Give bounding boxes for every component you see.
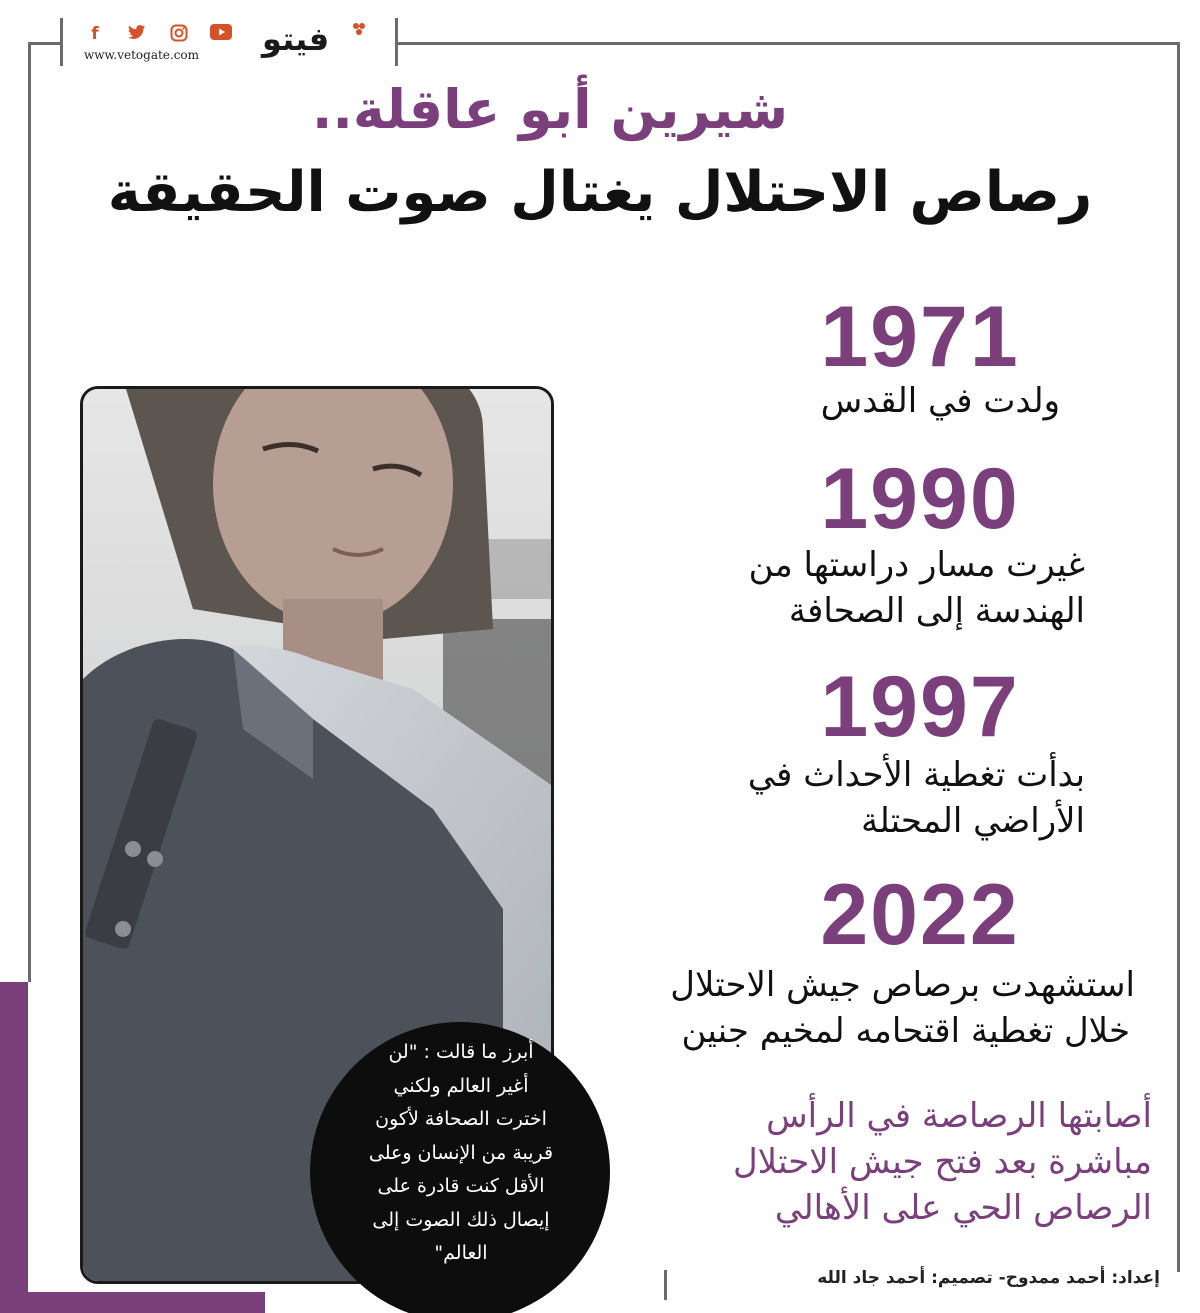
event-1990-line2: الهندسة إلى الصحافة: [788, 591, 1085, 631]
title-name: شيرين أبو عاقلة..: [311, 78, 789, 141]
event-1997-line2: الأراضي المحتلة: [861, 801, 1085, 841]
quote-line: العالم": [434, 1242, 488, 1264]
quote-line: أبرز ما قالت : "لن: [388, 1041, 534, 1063]
year-1971: 1971: [820, 289, 1020, 385]
quote-line: قريبة من الإنسان وعلى: [368, 1141, 554, 1164]
header-divider-right: [395, 18, 398, 66]
quote-line: اخترت الصحافة لأكون: [375, 1108, 547, 1130]
quote-line: الأقل كنت قادرة على: [377, 1175, 545, 1197]
summary-text: [592, 1093, 1152, 1231]
facebook-icon[interactable]: f: [91, 24, 99, 44]
year-2022: 2022: [820, 867, 1020, 963]
summary-line: الرصاص الحي على الأهالي: [774, 1188, 1152, 1228]
quote-line: إيصال ذلك الصوت إلى: [372, 1208, 550, 1231]
summary-line: مباشرة بعد فتح جيش الاحتلال: [732, 1142, 1152, 1182]
event-1997-line1: بدأت تغطية الأحداث في: [747, 755, 1085, 795]
year-1997: 1997: [820, 659, 1020, 755]
youtube-icon[interactable]: [210, 24, 232, 47]
credits: إعداد: أحمد ممدوح- تصميم: أحمد جاد الله: [817, 1268, 1160, 1288]
year-1990: 1990: [820, 451, 1020, 547]
event-1971-line1: ولدت في القدس: [820, 381, 1060, 421]
vetogate-logo: فيتو: [262, 20, 330, 58]
summary-line: أصابتها الرصاصة في الرأس: [766, 1096, 1152, 1136]
frame-top-line: [28, 42, 62, 45]
frame-left-line: [28, 42, 31, 982]
logo-dots-icon: [352, 22, 366, 40]
frame-right-line: [1177, 42, 1180, 1272]
title-headline: رصاص الاحتلال يغتال صوت الحقيقة: [107, 160, 1093, 225]
event-2022-line1: استشهدت برصاص جيش الاحتلال: [670, 965, 1135, 1005]
event-1990-line1: غيرت مسار دراستها من: [748, 545, 1085, 585]
accent-block-left: [0, 982, 28, 1313]
accent-block-bottom: [0, 1292, 265, 1313]
instagram-icon[interactable]: [168, 24, 190, 47]
quote-circle: [310, 1022, 610, 1313]
quote-text: [332, 1036, 590, 1271]
header-divider-left: [60, 18, 63, 66]
twitter-icon[interactable]: [126, 24, 148, 47]
quote-line: أغير العالم ولكني: [393, 1074, 529, 1097]
frame-top-line: [398, 42, 1180, 45]
site-url[interactable]: www.vetogate.com: [84, 48, 200, 62]
header: [62, 18, 397, 66]
event-2022-line2: خلال تغطية اقتحامه لمخيم جنين: [681, 1011, 1130, 1051]
social-icons: [84, 24, 232, 47]
